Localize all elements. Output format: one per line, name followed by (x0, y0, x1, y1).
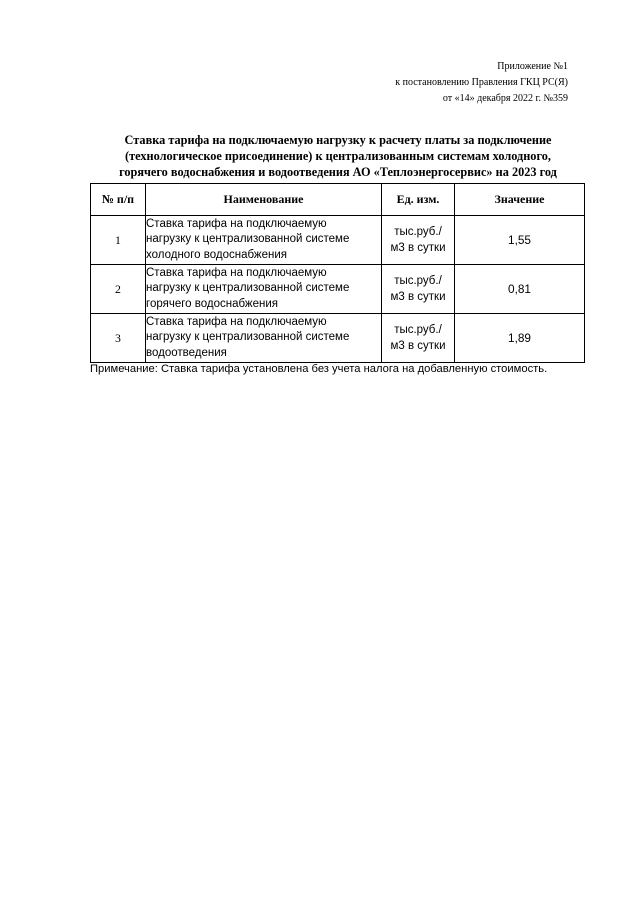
table-row (91, 314, 585, 363)
document-title (82, 132, 594, 180)
title-line-1: Ставка тарифа на подключаемую нагрузку к расчету платы за подключение (124, 133, 552, 147)
table-row (91, 265, 585, 314)
row-unit-line: м3 в сутки (390, 242, 446, 254)
tariff-table (90, 183, 585, 363)
row-unit (382, 216, 455, 265)
row-name-line: горячего водоснабжения (146, 297, 279, 310)
header-unit: Ед. изм. (382, 184, 455, 216)
table-row (91, 216, 585, 265)
table-note: Примечание: Ставка тарифа установлена без учета налога на добавленную стоимость. (90, 363, 548, 375)
header-number: № п/п (91, 184, 146, 216)
row-number: 3 (91, 314, 146, 363)
row-name-line: нагрузку к централизованной системе (146, 282, 350, 295)
row-name-line: водоотведения (146, 346, 227, 359)
row-unit (382, 314, 455, 363)
row-value: 1,89 (455, 314, 585, 363)
title-line-3: горячего водоснабжения и водоотведения АО «Теплоэнергосервис» на 2023 год (119, 165, 557, 179)
annex-reference (395, 59, 568, 107)
row-unit-line: м3 в сутки (390, 291, 446, 303)
row-name (146, 265, 382, 314)
row-value: 0,81 (455, 265, 585, 314)
header-value: Значение (455, 184, 585, 216)
row-name-line: холодного водоснабжения (146, 248, 288, 261)
row-name-line: Ставка тарифа на подключаемую (146, 315, 327, 328)
row-unit-line: тыс.руб./ (394, 324, 442, 336)
row-name (146, 314, 382, 363)
row-name-line: нагрузку к централизованной системе (146, 331, 350, 344)
row-value: 1,55 (455, 216, 585, 265)
row-unit-line: м3 в сутки (390, 340, 446, 352)
row-unit-line: тыс.руб./ (394, 275, 442, 287)
annex-date: от «14» декабря 2022 г. №359 (442, 93, 568, 104)
row-name-line: Ставка тарифа на подключаемую (146, 266, 327, 279)
row-name (146, 216, 382, 265)
row-number: 1 (91, 216, 146, 265)
row-unit-line: тыс.руб./ (394, 226, 442, 238)
row-unit (382, 265, 455, 314)
row-name-line: Ставка тарифа на подключаемую (146, 217, 327, 230)
header-name: Наименование (146, 184, 382, 216)
row-number: 2 (91, 265, 146, 314)
row-name-line: нагрузку к централизованной системе (146, 233, 350, 246)
annex-resolution: к постановлению Правления ГКЦ РС(Я) (395, 77, 568, 88)
table-header-row (91, 184, 585, 216)
annex-number: Приложение №1 (497, 61, 568, 72)
title-line-2: (технологическое присоединение) к централизованным системам холодного, (125, 149, 551, 163)
